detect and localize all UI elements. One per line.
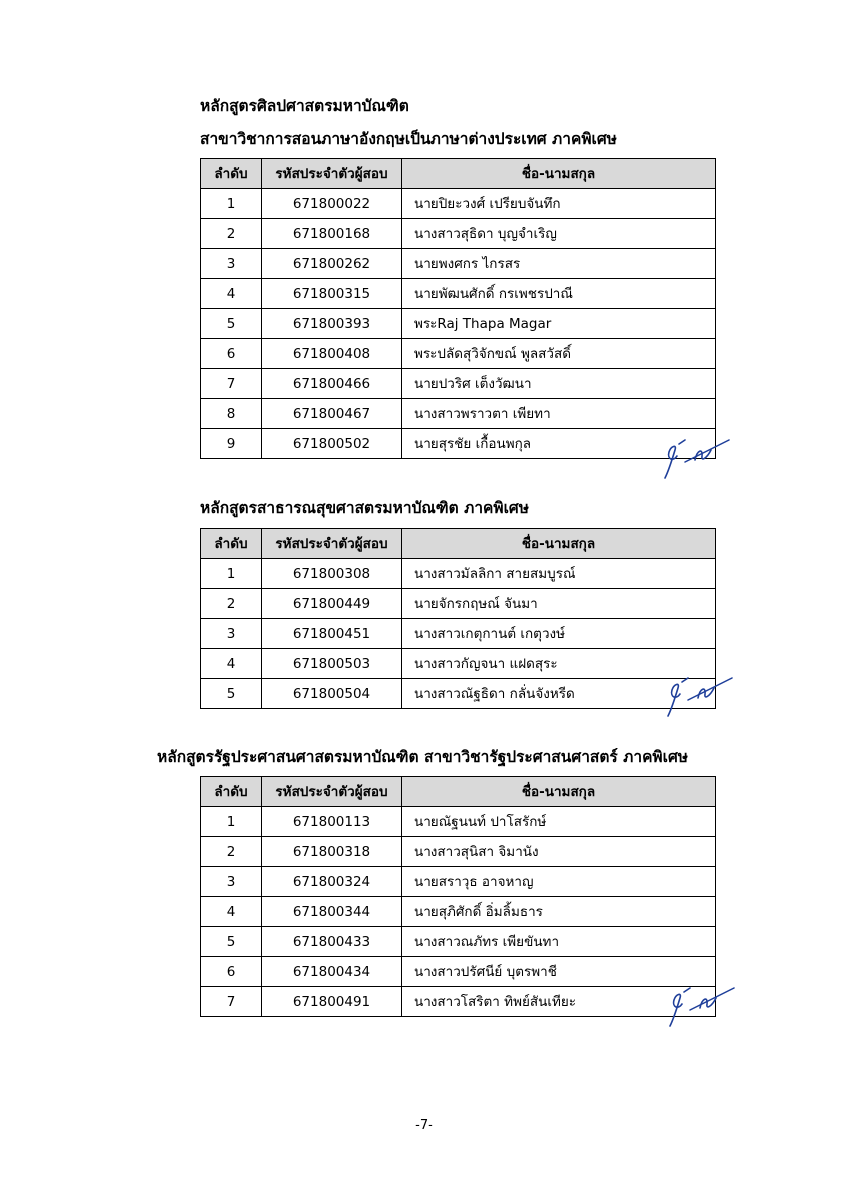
table-header-row xyxy=(201,159,716,189)
section-1-title-line2: สาขาวิชาการสอนภาษาอังกฤษเป็นภาษาต่างประเทศ ภาคพิเศษ xyxy=(200,130,617,148)
full-name: พระRaj Thapa Magar xyxy=(402,309,716,339)
row-number: 4 xyxy=(201,649,262,679)
section-1-title-line1: หลักสูตรศิลปศาสตรมหาบัณฑิต xyxy=(200,97,409,115)
exam-id: 671800503 xyxy=(262,649,402,679)
signature-2 xyxy=(658,670,738,722)
full-name: พระปลัดสุวิจักขณ์ พูลสวัสดิ์ xyxy=(402,339,716,369)
row-number: 7 xyxy=(201,987,262,1017)
column-header-name: ชื่อ-นามสกุล xyxy=(402,777,716,807)
full-name: นางสาวเกตุกานต์ เกตุวงษ์ xyxy=(402,619,716,649)
row-number: 1 xyxy=(201,559,262,589)
exam-id: 671800324 xyxy=(262,867,402,897)
row-number: 3 xyxy=(201,249,262,279)
row-number: 9 xyxy=(201,429,262,459)
table-row xyxy=(201,559,716,589)
full-name: นางสาวณัฐธิดา กลั่นจังหรีด xyxy=(402,679,716,709)
table-row xyxy=(201,219,716,249)
row-number: 3 xyxy=(201,867,262,897)
section-1-table xyxy=(200,158,716,459)
exam-id: 671800466 xyxy=(262,369,402,399)
row-number: 6 xyxy=(201,339,262,369)
full-name: นายสุรชัย เกื้อนพกุล xyxy=(402,429,716,459)
full-name: นางสาวสุธิดา บุญจำเริญ xyxy=(402,219,716,249)
row-number: 5 xyxy=(201,927,262,957)
exam-id: 671800502 xyxy=(262,429,402,459)
full-name: นายพงศกร ไกรสร xyxy=(402,249,716,279)
table-row xyxy=(201,369,716,399)
table-row xyxy=(201,309,716,339)
table-row xyxy=(201,189,716,219)
row-number: 2 xyxy=(201,219,262,249)
full-name: นายสุภิศักดิ์ อิ่มลิ้มธาร xyxy=(402,897,716,927)
exam-id: 671800491 xyxy=(262,987,402,1017)
row-number: 7 xyxy=(201,369,262,399)
row-number: 8 xyxy=(201,399,262,429)
row-number: 1 xyxy=(201,807,262,837)
table-header-row xyxy=(201,777,716,807)
exam-id: 671800318 xyxy=(262,837,402,867)
table-row xyxy=(201,987,716,1017)
exam-id: 671800433 xyxy=(262,927,402,957)
exam-id: 671800434 xyxy=(262,957,402,987)
exam-id: 671800393 xyxy=(262,309,402,339)
table-row xyxy=(201,399,716,429)
row-number: 3 xyxy=(201,619,262,649)
full-name: นายปิยะวงศ์ เปรียบจันทึก xyxy=(402,189,716,219)
column-header-exam-id: รหัสประจำตัวผู้สอบ xyxy=(262,777,402,807)
table-row xyxy=(201,837,716,867)
column-header-order: ลำดับ xyxy=(201,777,262,807)
column-header-order: ลำดับ xyxy=(201,159,262,189)
column-header-exam-id: รหัสประจำตัวผู้สอบ xyxy=(262,529,402,559)
column-header-name: ชื่อ-นามสกุล xyxy=(402,529,716,559)
full-name: นางสาวกัญจนา แฝดสุระ xyxy=(402,649,716,679)
exam-id: 671800467 xyxy=(262,399,402,429)
table-row xyxy=(201,649,716,679)
page-number: -7- xyxy=(415,1118,433,1133)
exam-id: 671800262 xyxy=(262,249,402,279)
full-name: นางสาวสุนิสา จิมานัง xyxy=(402,837,716,867)
signature-1 xyxy=(655,432,735,484)
signature-3 xyxy=(660,980,740,1032)
exam-id: 671800308 xyxy=(262,559,402,589)
row-number: 4 xyxy=(201,897,262,927)
table-row xyxy=(201,957,716,987)
table-row xyxy=(201,429,716,459)
full-name: นางสาวณภัทร เพียขันทา xyxy=(402,927,716,957)
row-number: 2 xyxy=(201,837,262,867)
table-row xyxy=(201,867,716,897)
exam-id: 671800451 xyxy=(262,619,402,649)
row-number: 4 xyxy=(201,279,262,309)
row-number: 2 xyxy=(201,589,262,619)
table-row xyxy=(201,807,716,837)
exam-id: 671800315 xyxy=(262,279,402,309)
exam-id: 671800022 xyxy=(262,189,402,219)
section-2-table xyxy=(200,528,716,709)
section-2-title: หลักสูตรสาธารณสุขศาสตรมหาบัณฑิต ภาคพิเศษ xyxy=(200,499,529,517)
row-number: 5 xyxy=(201,309,262,339)
full-name: นางสาวปรัศนีย์ บุตรพาชี xyxy=(402,957,716,987)
row-number: 5 xyxy=(201,679,262,709)
full-name: นายณัฐนนท์ ปาโสรักษ์ xyxy=(402,807,716,837)
section-3-title: หลักสูตรรัฐประศาสนศาสตรมหาบัณฑิต สาขาวิชารัฐประศาสนศาสตร์ ภาคพิเศษ xyxy=(157,748,689,766)
full-name: นางสาวพราวตา เพียทา xyxy=(402,399,716,429)
column-header-order: ลำดับ xyxy=(201,529,262,559)
table-row xyxy=(201,589,716,619)
table-header-row xyxy=(201,529,716,559)
section-3-table xyxy=(200,776,716,1017)
full-name: นายปวริศ เต็งวัฒนา xyxy=(402,369,716,399)
column-header-exam-id: รหัสประจำตัวผู้สอบ xyxy=(262,159,402,189)
exam-id: 671800408 xyxy=(262,339,402,369)
exam-id: 671800449 xyxy=(262,589,402,619)
full-name: นางสาวโสริตา ทิพย์สันเทียะ xyxy=(402,987,716,1017)
full-name: นายพัฒนศักดิ์ กรเพชรปาณี xyxy=(402,279,716,309)
table-row xyxy=(201,927,716,957)
exam-id: 671800344 xyxy=(262,897,402,927)
table-row xyxy=(201,249,716,279)
full-name: นายสราวุธ อาจหาญ xyxy=(402,867,716,897)
exam-id: 671800168 xyxy=(262,219,402,249)
column-header-name: ชื่อ-นามสกุล xyxy=(402,159,716,189)
row-number: 6 xyxy=(201,957,262,987)
exam-id: 671800504 xyxy=(262,679,402,709)
table-row xyxy=(201,339,716,369)
exam-id: 671800113 xyxy=(262,807,402,837)
table-row xyxy=(201,679,716,709)
table-row xyxy=(201,897,716,927)
full-name: นางสาวมัลลิกา สายสมบูรณ์ xyxy=(402,559,716,589)
full-name: นายจักรกฤษณ์ จันมา xyxy=(402,589,716,619)
table-row xyxy=(201,279,716,309)
table-row xyxy=(201,619,716,649)
row-number: 1 xyxy=(201,189,262,219)
